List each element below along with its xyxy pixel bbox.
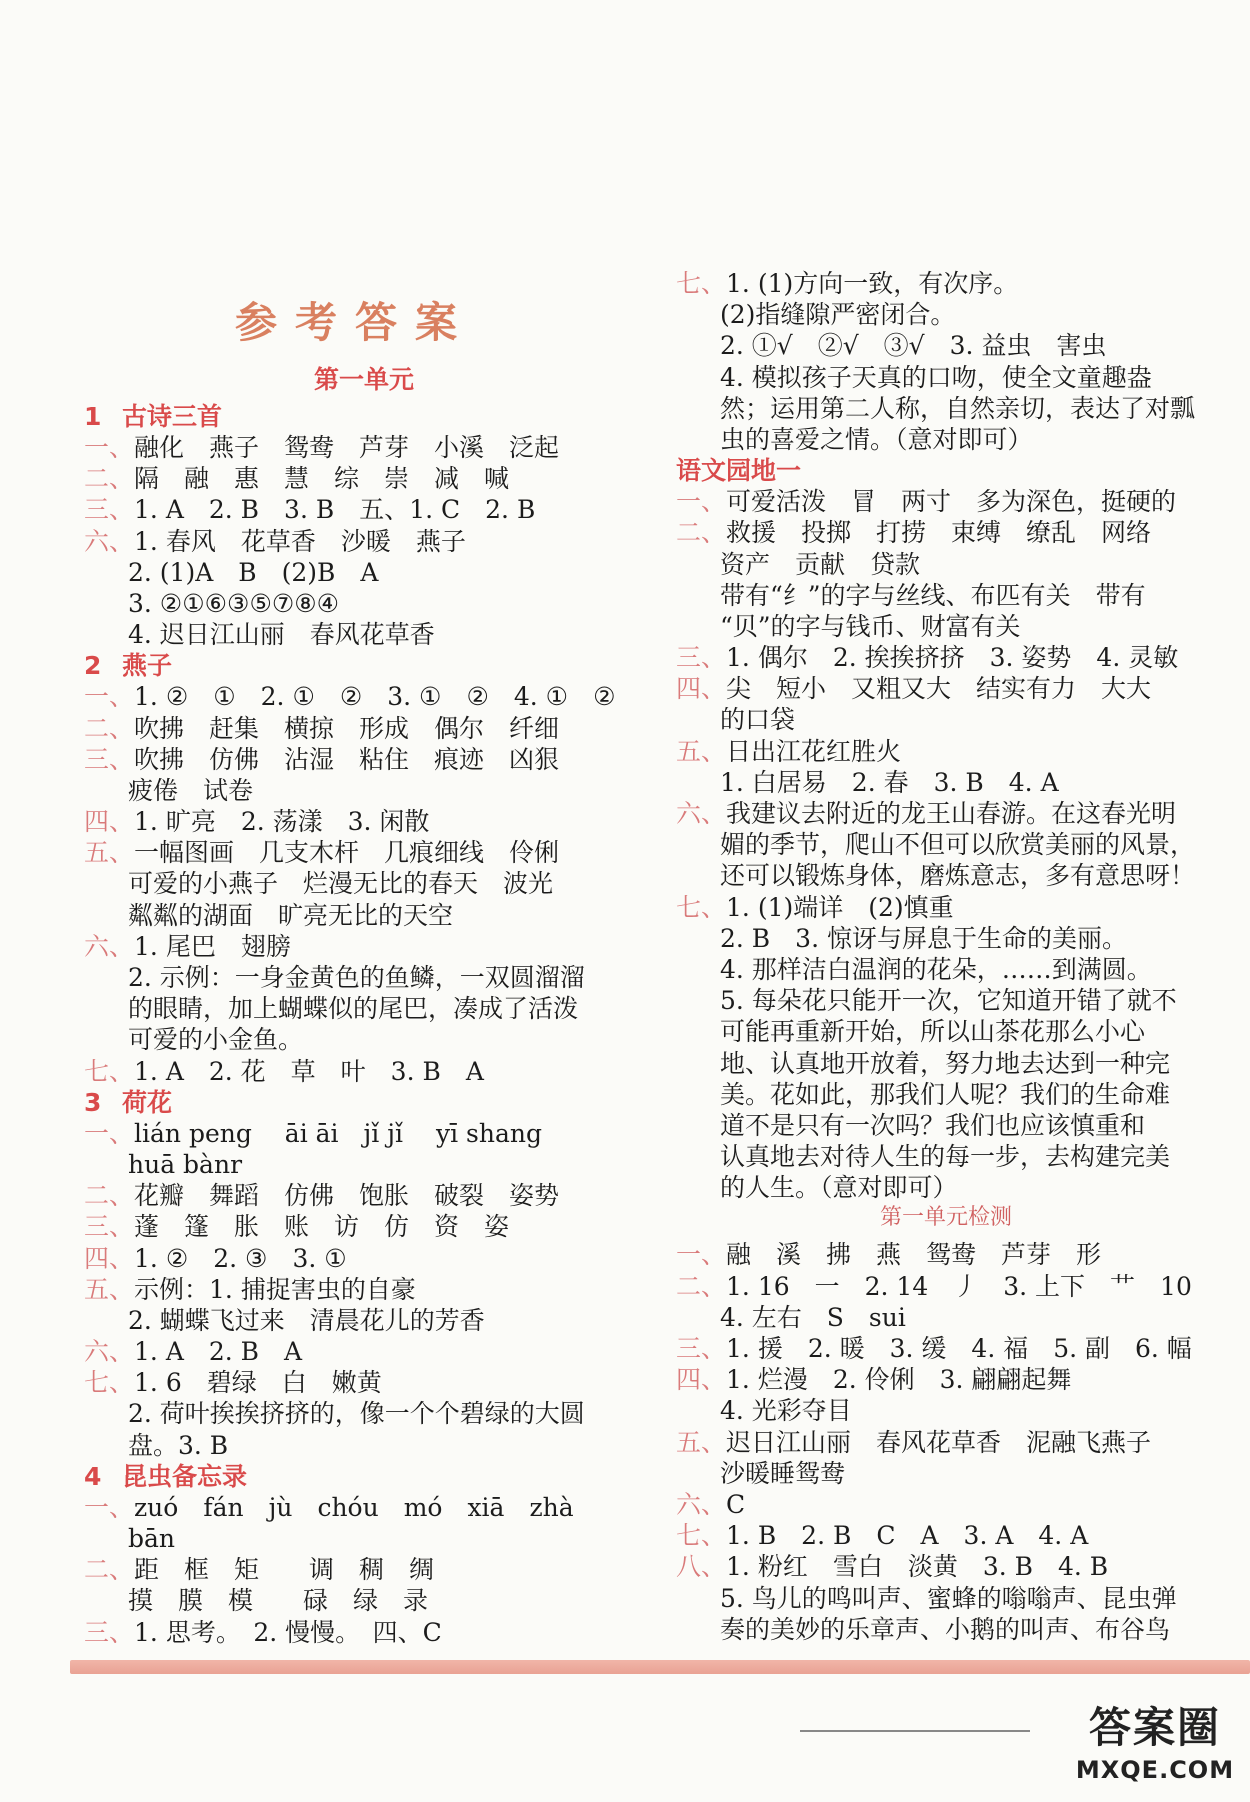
- answer-text: 1. A 2. B A: [134, 1337, 303, 1367]
- answer-text: 可爱的小燕子 烂漫无比的春天 波光: [128, 869, 554, 899]
- answer-line: [84, 1523, 644, 1554]
- answer-text: 迟日江山丽 春风花草香 泥融飞燕子: [726, 1427, 1152, 1457]
- answer-text: 沙暖睡鸳鸯: [720, 1458, 846, 1488]
- answer-text: 2. 蝴蝶飞过来 清晨花儿的芳香: [128, 1305, 485, 1335]
- answer-text: 4. 左右 S sui: [720, 1302, 906, 1332]
- answer-line: [84, 588, 644, 619]
- answer-text: 5. 鸟儿的鸣叫声、蜜蜂的嗡嗡声、昆虫弹: [720, 1583, 1177, 1613]
- answer-text: 吹拂 赶集 横掠 形成 偶尔 纤细: [134, 713, 560, 743]
- question-marker: 四、: [676, 674, 727, 704]
- answer-line: [676, 1489, 1216, 1520]
- question-marker: 三、: [84, 495, 135, 525]
- answer-text: 认真地去对待人生的每一步，去构建完美: [720, 1142, 1171, 1172]
- lesson-heading: [84, 1087, 644, 1118]
- answer-line: [676, 1520, 1216, 1551]
- answer-line: [84, 1305, 644, 1336]
- answer-line: [676, 798, 1216, 829]
- answer-text: 1. 春风 花草香 沙暖 燕子: [134, 526, 466, 556]
- answer-text: 的口袋: [720, 705, 796, 735]
- answer-line: [676, 1079, 1216, 1110]
- answer-line: [676, 1302, 1216, 1333]
- answer-text: 1. B 2. B C A 3. A 4. A: [726, 1521, 1089, 1551]
- answer-line: [676, 393, 1216, 424]
- answer-text: 2. 示例：一身金黄色的鱼鳞，一双圆溜溜: [128, 963, 585, 992]
- lesson-title: 古诗三首: [122, 402, 223, 431]
- answer-text: 1. 烂漫 2. 伶俐 3. 翩翩起舞: [726, 1365, 1072, 1395]
- answer-line: [676, 1551, 1216, 1582]
- answer-line: [84, 775, 644, 806]
- answer-line: [84, 1118, 644, 1149]
- answer-text: 1. (1)方向一致，有次序。: [726, 269, 1019, 298]
- answer-line: [84, 681, 644, 712]
- answer-text: lián peng āi āi jǐ jǐ yī shang: [134, 1118, 542, 1148]
- answer-line: [676, 1172, 1216, 1203]
- answer-line: [84, 1554, 644, 1585]
- question-marker: 一、: [84, 1118, 135, 1148]
- answer-line: [676, 1239, 1216, 1270]
- answer-text: 可爱的小金鱼。: [128, 1025, 304, 1055]
- answer-line: [676, 1016, 1216, 1047]
- answer-line: [84, 837, 644, 868]
- question-marker: 六、: [84, 1337, 135, 1367]
- answer-text: huā bànr: [128, 1149, 243, 1179]
- question-marker: 六、: [84, 526, 135, 556]
- lesson-number: 3: [84, 1087, 102, 1117]
- answer-text: 1. A 2. 花 草 叶 3. B A: [134, 1056, 484, 1086]
- answer-line: [84, 868, 644, 899]
- answer-text: 2. ①√ ②√ ③√ 3. 益虫 害虫: [720, 331, 1107, 361]
- answer-line: [676, 1395, 1216, 1426]
- answer-line: [84, 1024, 644, 1055]
- answer-text: 花瓣 舞蹈 仿佛 饱胀 破裂 姿势: [134, 1181, 560, 1211]
- lesson-title: 燕子: [122, 651, 173, 681]
- answer-text: 的眼睛，加上蝴蝶似的尾巴，凑成了活泼: [128, 994, 579, 1024]
- question-marker: 一、: [84, 433, 135, 462]
- unit-test-heading: 第一单元检测: [879, 1205, 1012, 1231]
- answer-line: [84, 993, 644, 1024]
- answer-text: 2. B 3. 惊讶与屏息于生命的美丽。: [720, 923, 1127, 953]
- answer-text: 4. 那样洁白温润的花朵，……到满圆。: [720, 954, 1152, 984]
- question-marker: 二、: [84, 1555, 135, 1585]
- watermark-url: MXQE.COM: [1075, 1756, 1235, 1784]
- answer-text: 美。花如此，那我们人呢？我们的生命难: [720, 1079, 1171, 1109]
- answer-text: 1. 粉红 雪白 淡黄 3. B 4. B: [726, 1552, 1109, 1582]
- answer-line: [84, 1585, 644, 1616]
- question-marker: 七、: [84, 1056, 135, 1086]
- answer-line: [676, 330, 1216, 361]
- answer-text: 救援 投掷 打捞 束缚 缭乱 网络: [726, 518, 1152, 548]
- answer-line: [676, 892, 1216, 923]
- answer-text: 盘。3. B: [128, 1430, 229, 1460]
- answer-text: 2. 荷叶挨挨挤挤的，像一个个碧绿的大圆: [128, 1399, 585, 1429]
- answer-line: [676, 767, 1216, 798]
- answer-text: 4. 迟日江山丽 春风花草香: [128, 620, 435, 650]
- answer-text: 1. ② ① 2. ① ② 3. ① ② 4. ① ②: [134, 682, 616, 712]
- lesson-number: 1: [84, 402, 102, 431]
- answer-text: 4. 模拟孩子天真的口吻，使全文童趣盎: [720, 362, 1152, 392]
- question-marker: 五、: [84, 1274, 135, 1304]
- answer-text: 1. A 2. B 3. B 五、1. C 2. B: [134, 495, 536, 525]
- answer-line: [676, 736, 1216, 767]
- answer-line: [84, 962, 644, 993]
- answer-text: 1. 旷亮 2. 荡漾 3. 闲散: [134, 807, 430, 837]
- answer-line: [676, 1458, 1216, 1489]
- question-marker: 二、: [84, 713, 135, 743]
- answer-line: [676, 424, 1216, 455]
- watermark-logo-text: 答案圈: [1088, 1703, 1221, 1752]
- answer-text: 3. ②①⑥③⑤⑦⑧④: [128, 588, 340, 618]
- answer-line: [676, 580, 1216, 611]
- question-marker: 四、: [84, 807, 135, 837]
- answer-line: [676, 829, 1216, 860]
- question-marker: 二、: [676, 518, 727, 548]
- bottom-decor-band: [70, 1660, 1250, 1674]
- answer-line: [84, 1211, 644, 1242]
- answer-line: [676, 860, 1216, 891]
- question-marker: 五、: [84, 838, 135, 868]
- question-marker: 七、: [676, 1521, 727, 1551]
- question-marker: 二、: [84, 464, 135, 494]
- answer-text: 带有“纟”的字与丝线、布匹有关 带有: [720, 580, 1146, 610]
- answer-line: [84, 1367, 644, 1398]
- answer-text: 4. 光彩夺目: [720, 1396, 852, 1426]
- answer-text: 粼粼的湖面 旷亮无比的天空: [128, 900, 454, 930]
- answer-text: 还可以锻炼身体，磨炼意志，多有意思呀！: [720, 861, 1196, 891]
- answer-line: [84, 1180, 644, 1211]
- answer-line: [84, 900, 644, 931]
- question-marker: 三、: [676, 1334, 727, 1363]
- answer-line: [84, 1430, 644, 1461]
- answer-text: 5. 每朵花只能开一次，它知道开错了就不: [720, 986, 1177, 1016]
- answer-text: bān: [128, 1524, 176, 1553]
- question-marker: 七、: [676, 269, 727, 298]
- answer-text: 示例：1. 捕捉害虫的自豪: [134, 1274, 416, 1304]
- answer-line: [84, 1336, 644, 1367]
- answer-line: [84, 619, 644, 650]
- answer-line: [676, 985, 1216, 1016]
- answer-text: 1. 援 2. 暖 3. 缓 4. 福 5. 副 6. 幅: [726, 1334, 1192, 1363]
- question-marker: 一、: [676, 1240, 727, 1270]
- lesson-number: 4: [84, 1461, 102, 1491]
- answer-text: 日出江花红胜火: [726, 736, 902, 766]
- answer-text: 距 框 矩 调 稠 绸: [134, 1555, 435, 1585]
- answer-text: 1. 偶尔 2. 挨挨挤挤 3. 姿势 4. 灵敏: [726, 643, 1179, 673]
- answer-text: 地、认真地开放着，努力地去达到一种完: [720, 1048, 1171, 1078]
- answer-line: [676, 268, 1216, 299]
- lesson-title: 荷花: [122, 1087, 173, 1117]
- answer-line: [84, 931, 644, 962]
- question-marker: 八、: [676, 1552, 727, 1582]
- answer-text: 道不是只有一次吗？我们也应该慎重和: [720, 1110, 1146, 1140]
- answer-text: 1. 尾巴 翅膀: [134, 931, 291, 961]
- answer-text: 1. 16 一 2. 14 丿 3. 上下 艹 10: [726, 1271, 1192, 1301]
- left-column: [84, 365, 644, 1648]
- answer-line: [84, 463, 644, 494]
- answer-line: [84, 713, 644, 744]
- answer-text: 1. 白居易 2. 春 3. B 4. A: [720, 767, 1059, 797]
- answer-text: “贝”的字与钱币、财富有关: [720, 611, 1021, 641]
- question-marker: 六、: [676, 799, 727, 828]
- answer-line: [84, 744, 644, 775]
- answer-text: 可爱活泼 冒 两寸 多为深色，挺硬的: [726, 487, 1177, 517]
- answer-line: [676, 1614, 1216, 1645]
- answer-text: 隔 融 惠 慧 综 崇 减 喊: [134, 464, 510, 494]
- answer-text: 吹拂 仿佛 沾湿 粘住 痕迹 凶狠: [134, 744, 560, 774]
- question-marker: 二、: [84, 1181, 135, 1211]
- page-title: 参考答案: [234, 298, 475, 347]
- lesson-heading: [84, 650, 644, 681]
- page-number-rule: [800, 1730, 1030, 1732]
- answer-line: [676, 642, 1216, 673]
- answer-text: 疲倦 试卷: [128, 775, 254, 805]
- answer-text: 1. (1)端详 (2)慎重: [726, 892, 954, 922]
- answer-line: [84, 1398, 644, 1429]
- answer-text: 融化 燕子 鸳鸯 芦芽 小溪 泛起: [134, 433, 560, 462]
- question-marker: 三、: [84, 744, 135, 774]
- answer-text: 可能再重新开始，所以山茶花那么小心: [720, 1017, 1146, 1047]
- answer-line: [84, 494, 644, 525]
- answer-line: [676, 486, 1216, 517]
- answer-line: [676, 1141, 1216, 1172]
- answer-line: [84, 806, 644, 837]
- question-marker: 三、: [84, 1212, 135, 1242]
- question-marker: 五、: [676, 1427, 727, 1457]
- answer-line: [84, 432, 644, 463]
- answer-text: 媚的季节，爬山不但可以欣赏美丽的风景，: [720, 830, 1196, 860]
- question-marker: 六、: [676, 1489, 727, 1519]
- answer-text: 奏的美妙的乐章声、小鹅的叫声、布谷鸟: [720, 1614, 1171, 1644]
- question-marker: 三、: [676, 643, 727, 673]
- answer-line: [84, 526, 644, 557]
- lesson-title: 昆虫备忘录: [122, 1461, 248, 1491]
- answer-line: [676, 673, 1216, 704]
- question-marker: 三、: [84, 1617, 135, 1647]
- answer-text: 资产 贡献 贷款: [720, 549, 921, 579]
- answer-line: [676, 362, 1216, 393]
- answer-line: [84, 1056, 644, 1087]
- answer-text: 2. (1)A B (2)B A: [128, 557, 379, 587]
- question-marker: 四、: [84, 1243, 135, 1273]
- answer-line: [676, 954, 1216, 985]
- question-marker: 七、: [84, 1368, 135, 1398]
- answer-line: [676, 1271, 1216, 1302]
- answer-line: [676, 517, 1216, 548]
- answer-text: C: [726, 1489, 746, 1519]
- question-marker: 五、: [676, 736, 727, 766]
- section-heading: 语文园地一: [676, 456, 802, 486]
- answer-text: 1. ② 2. ③ 3. ①: [134, 1243, 347, 1273]
- question-marker: 一、: [84, 1492, 135, 1522]
- question-marker: 七、: [676, 892, 727, 922]
- answer-line: [676, 1364, 1216, 1395]
- lesson-heading: [84, 401, 644, 432]
- question-marker: 六、: [84, 931, 135, 961]
- answer-line: [676, 923, 1216, 954]
- answer-text: 融 溪 拂 燕 鸳鸯 芦芽 形: [726, 1240, 1102, 1270]
- question-marker: 一、: [84, 682, 135, 712]
- answer-line: [676, 1333, 1216, 1364]
- answer-line: [676, 704, 1216, 735]
- answer-text: 1. 思考。 2. 慢慢。 四、C: [134, 1617, 442, 1647]
- answer-line: [84, 1617, 644, 1648]
- answer-line: [84, 557, 644, 588]
- lesson-heading: [84, 1461, 644, 1492]
- answer-text: 尖 短小 又粗又大 结实有力 大大: [726, 674, 1152, 704]
- answer-line: [676, 549, 1216, 580]
- answer-text: 1. 6 碧绿 白 嫩黄: [134, 1368, 382, 1398]
- answer-line: [676, 1110, 1216, 1141]
- answer-text: 我建议去附近的龙王山春游。在这春光明: [726, 799, 1177, 828]
- answer-text: 一幅图画 几支木杆 几痕细线 伶俐: [134, 838, 560, 868]
- answer-line: [676, 299, 1216, 330]
- answer-text: 然；运用第二人称，自然亲切，表达了对瓢: [720, 393, 1196, 423]
- unit-heading: 第一单元: [313, 365, 414, 394]
- answer-text: 的人生。（意对即可）: [720, 1173, 958, 1203]
- answer-text: 虫的喜爱之情。（意对即可）: [720, 424, 1033, 454]
- answer-text: 蓬 篷 胀 账 访 仿 资 姿: [134, 1212, 510, 1242]
- question-marker: 一、: [676, 487, 727, 517]
- answer-line: [676, 1427, 1216, 1458]
- question-marker: 二、: [676, 1271, 727, 1301]
- answer-line: [676, 611, 1216, 642]
- site-watermark: [1065, 1700, 1245, 1800]
- answer-line: [84, 1243, 644, 1274]
- answer-text: (2)指缝隙严密闭合。: [720, 300, 956, 330]
- right-column: [676, 268, 1216, 1645]
- lesson-number: 2: [84, 651, 102, 681]
- answer-text: zuó fán jù chóu mó xiā zhà: [134, 1492, 574, 1522]
- question-marker: 四、: [676, 1365, 727, 1395]
- answer-line: [84, 1274, 644, 1305]
- answer-line: [676, 1583, 1216, 1614]
- answer-line: [84, 1149, 644, 1180]
- answer-text: 摸 膜 模 碌 绿 录: [128, 1586, 429, 1616]
- answer-line: [84, 1492, 644, 1523]
- answer-line: [676, 1048, 1216, 1079]
